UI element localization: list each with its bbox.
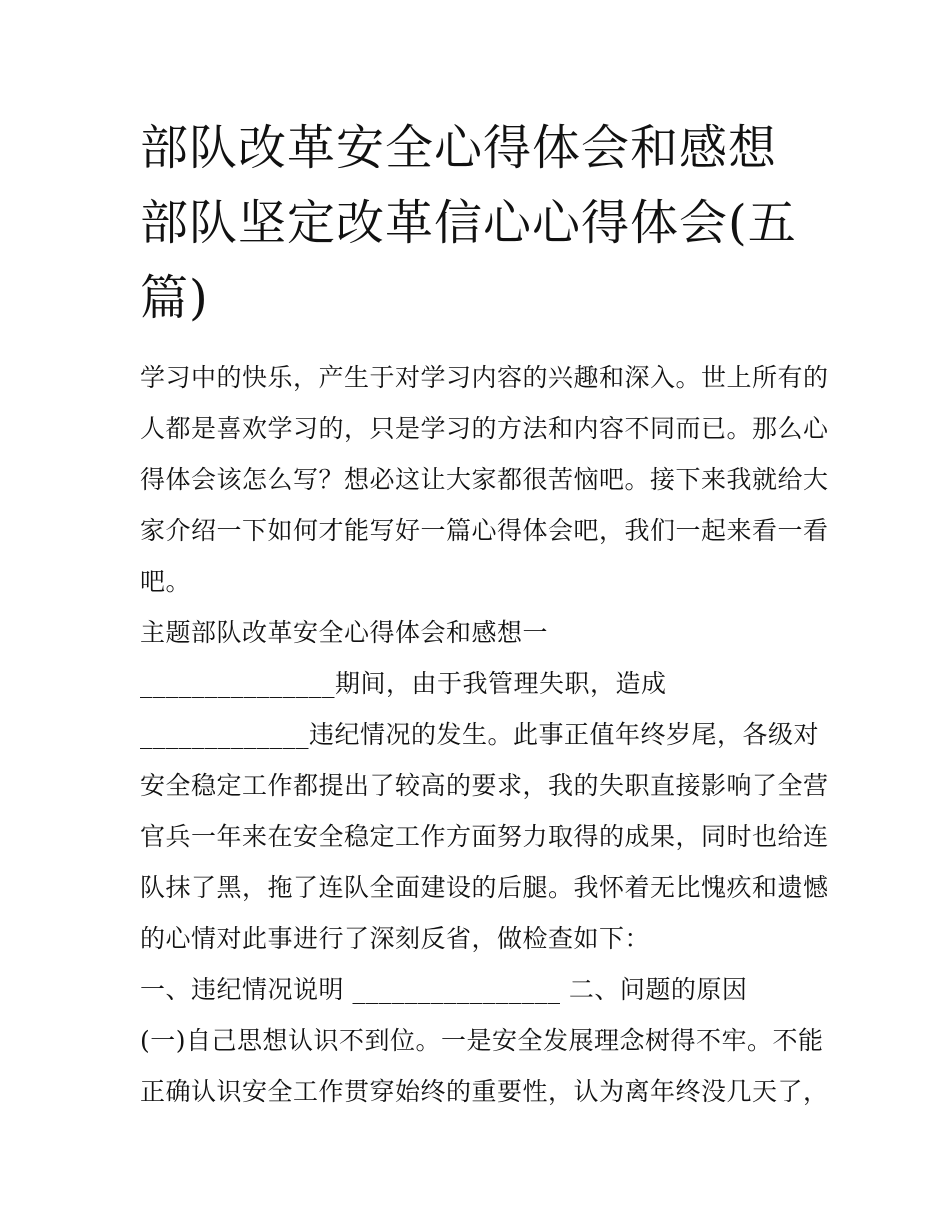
section-heading: 主题部队改革安全心得体会和感想一 <box>140 618 549 647</box>
body-line-1: 学习中的快乐，产生于对学习内容的兴趣和深入。世上所有的 <box>140 363 829 392</box>
body-line-5: 吧。 <box>140 567 192 596</box>
body-line-15: 正确认识安全工作贯穿始终的重要性，认为离年终没几天了， <box>140 1077 829 1106</box>
body-line-4: 家介绍一下如何才能写好一篇心得体会吧，我们一起来看一看 <box>140 516 829 545</box>
body-line-13: 一、违纪情况说明 ________________ 二、问题的原因 <box>140 975 748 1004</box>
body-line-11: 队抹了黑，拖了连队全面建设的后腿。我怀着无比愧疚和遗憾 <box>140 873 829 902</box>
body-line-14: (一)自己思想认识不到位。一是安全发展理念树得不牢。不能 <box>140 1026 824 1055</box>
document-title-line-1: 部队改革安全心得体会和感想 <box>140 120 778 176</box>
document-title-line-2: 部队坚定改革信心心得体会(五 <box>140 195 797 251</box>
body-line-12: 的心情对此事进行了深刻反省，做检查如下： <box>140 924 651 953</box>
body-line-8: _____________违纪情况的发生。此事正值年终岁尾，各级对 <box>140 720 820 749</box>
body-line-2: 人都是喜欢学习的，只是学习的方法和内容不同而已。那么心 <box>140 414 829 443</box>
body-line-10: 官兵一年来在安全稳定工作方面努力取得的成果，同时也给连 <box>140 822 829 851</box>
body-line-7: _______________期间，由于我管理失职，造成 <box>140 669 667 698</box>
body-line-3: 得体会该怎么写？想必这让大家都很苦恼吧。接下来我就给大 <box>140 465 829 494</box>
body-line-9: 安全稳定工作都提出了较高的要求，我的失职直接影响了全营 <box>140 771 829 800</box>
document-title-line-3: 篇) <box>140 270 209 326</box>
